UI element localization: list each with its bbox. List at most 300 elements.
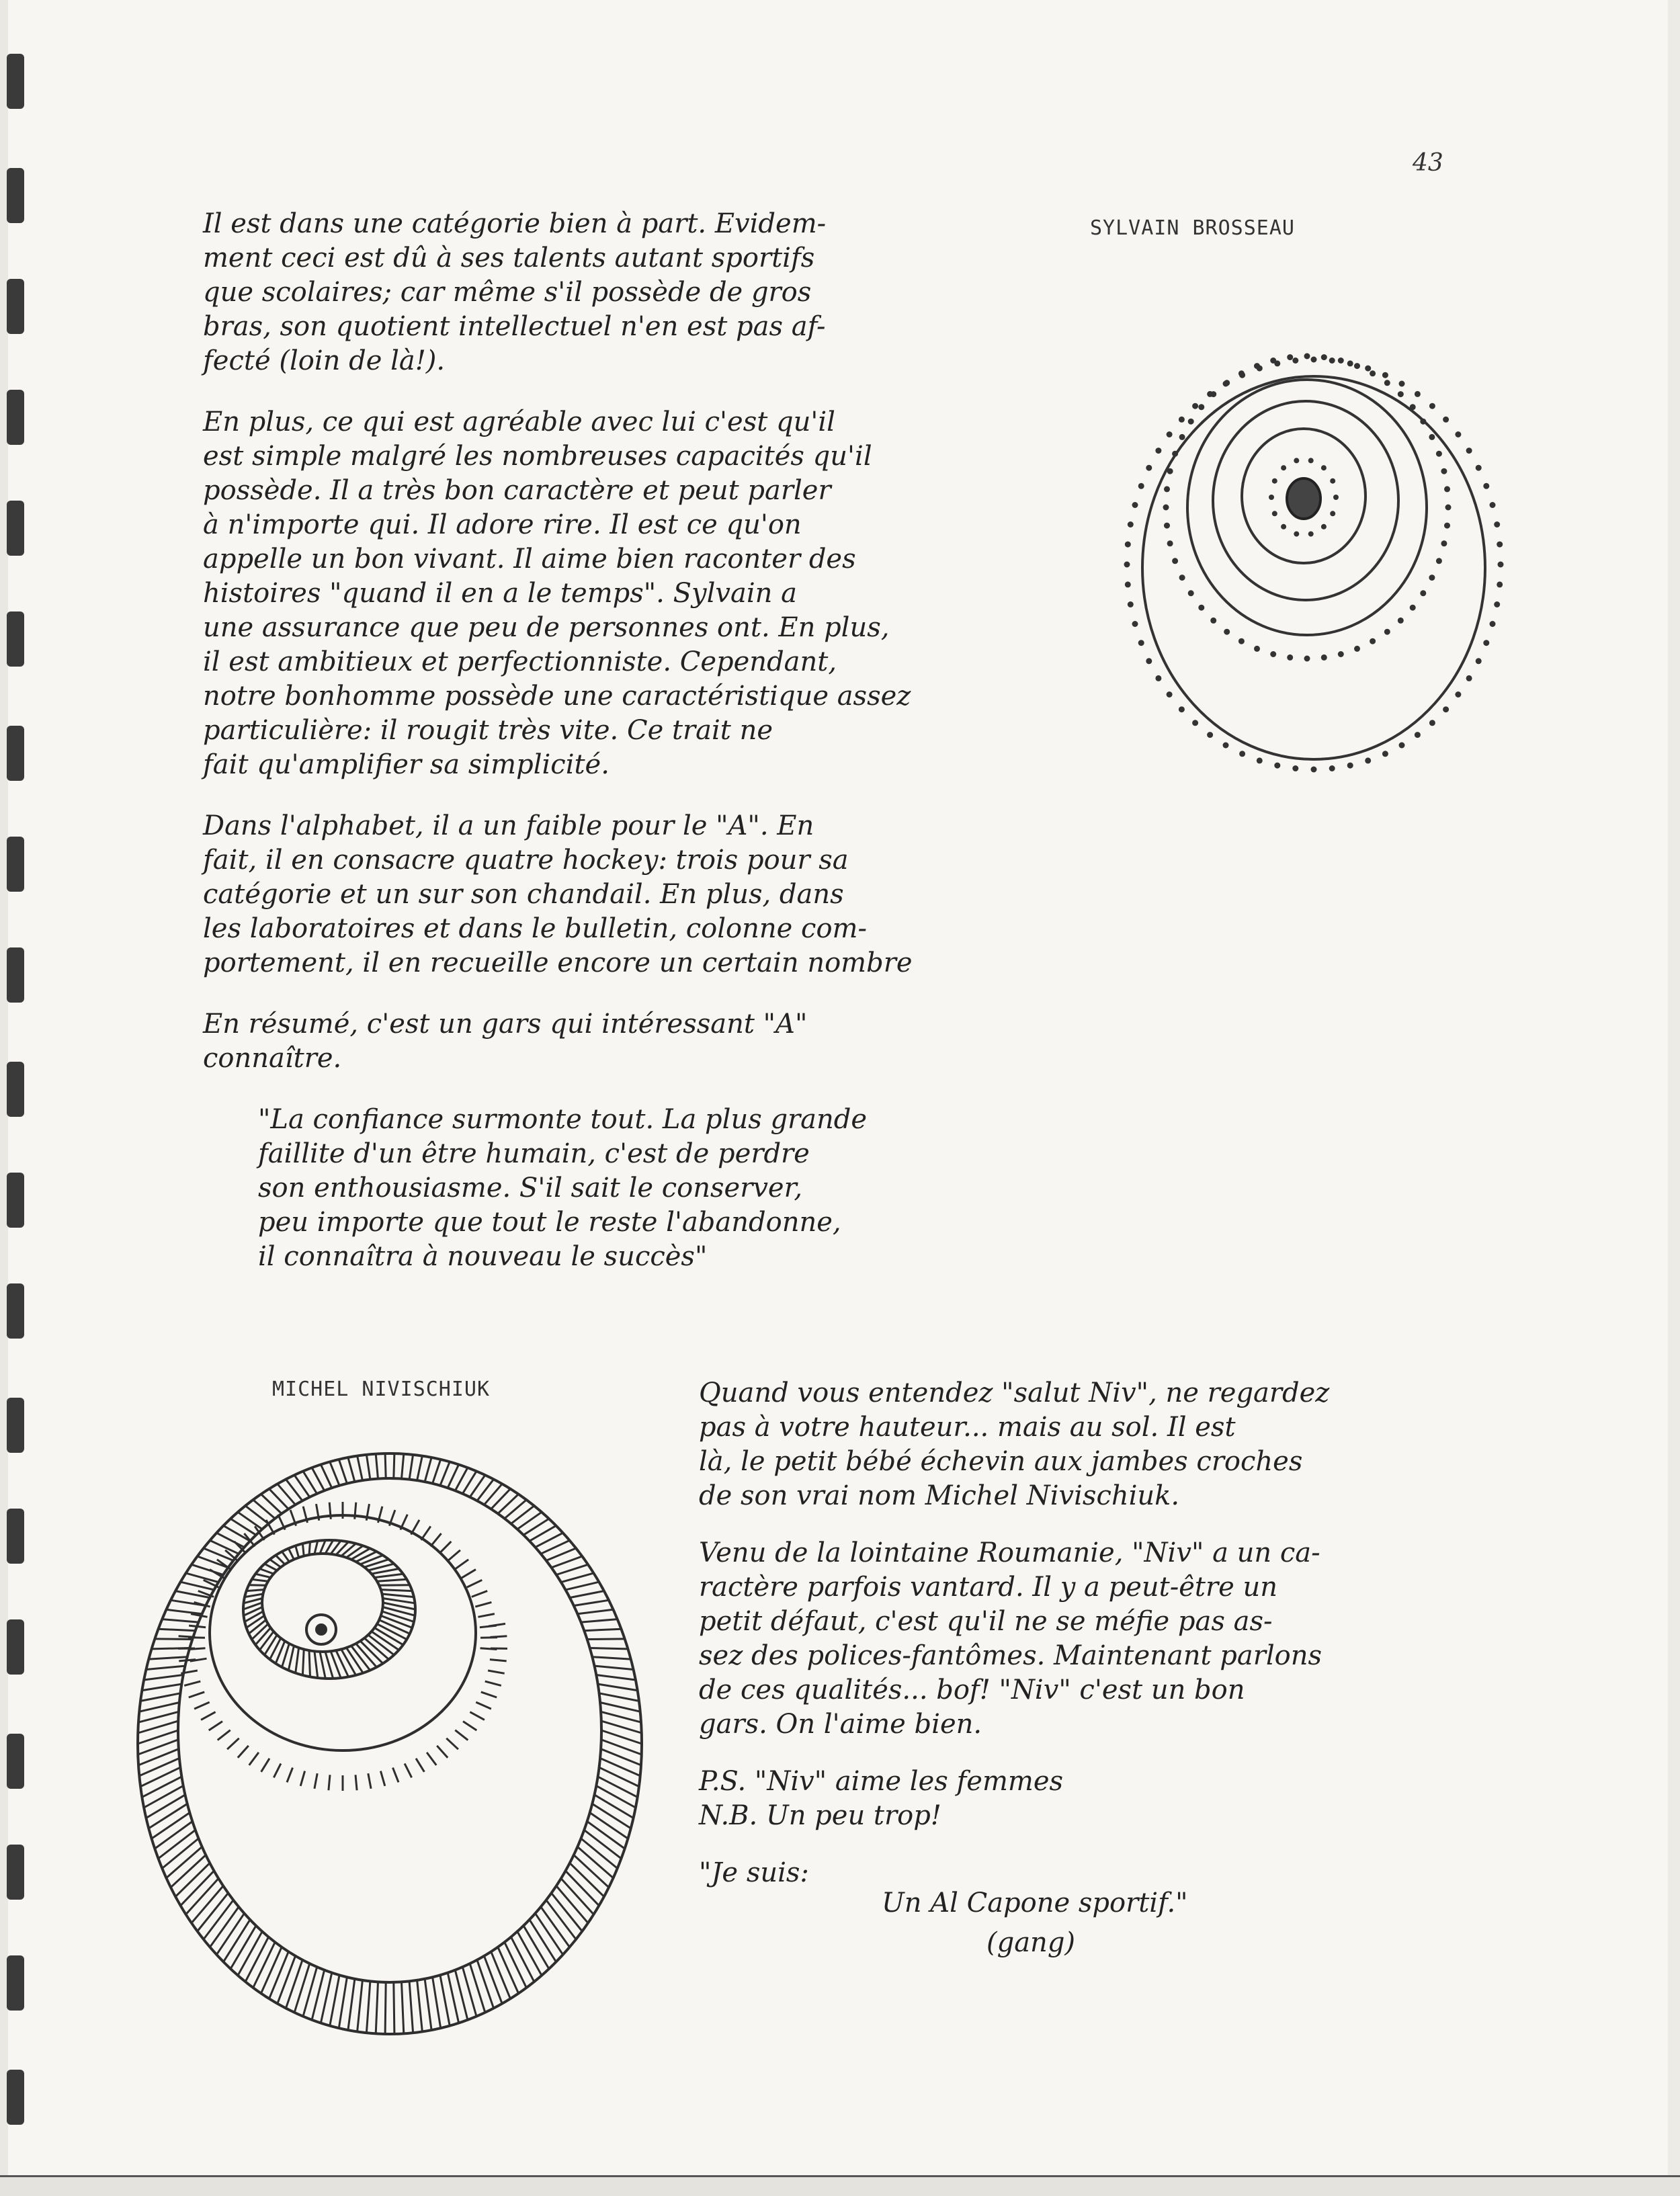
profile-2-paragraph: P.S. "Niv" aime les femmes N.B. Un peu trop! <box>699 1766 1064 1831</box>
dot <box>1192 403 1198 409</box>
hatch-line <box>376 1454 378 1479</box>
dot <box>1497 581 1503 587</box>
dot <box>1192 720 1198 726</box>
dot <box>1179 417 1185 423</box>
hatch-line <box>472 1591 487 1597</box>
hatch-line <box>309 1650 310 1677</box>
hatch-line <box>247 1590 265 1591</box>
hatch-line <box>294 1963 310 2013</box>
hatch-line <box>417 1980 423 2032</box>
hatch-line <box>139 1759 179 1776</box>
binder-hole <box>7 1734 24 1789</box>
hatch-line <box>446 1738 458 1749</box>
oval-outer-inner-edge <box>178 1478 601 1982</box>
hatch-line <box>561 1573 594 1582</box>
hatch-line <box>265 1635 278 1655</box>
hatch-line <box>601 1721 642 1733</box>
binder-hole <box>7 1398 24 1453</box>
dot <box>1125 542 1131 548</box>
hatch-line <box>595 1795 634 1818</box>
hatch-line <box>374 1574 403 1577</box>
hatch-line <box>425 1979 431 2030</box>
hatch-line <box>380 1771 384 1786</box>
hatch-line <box>300 1771 304 1786</box>
dot <box>1269 495 1274 500</box>
hatch-line <box>511 1937 534 1982</box>
hatch-line <box>598 1777 638 1798</box>
dot <box>1254 646 1260 652</box>
dot <box>1399 381 1405 387</box>
hatch-line <box>463 1722 476 1730</box>
hatch-line <box>599 1767 639 1786</box>
dot <box>1382 751 1388 757</box>
dot <box>1354 646 1360 652</box>
dot <box>1292 357 1298 364</box>
hatch-line <box>570 1591 604 1598</box>
hatch-line <box>149 1804 187 1828</box>
dot <box>1415 391 1421 397</box>
hatch-line <box>598 1684 638 1691</box>
dot <box>1281 524 1286 530</box>
hatch-line <box>142 1777 181 1798</box>
dot <box>1311 357 1317 363</box>
hatch-line <box>596 1786 636 1808</box>
dot <box>1270 651 1276 657</box>
hatch-line <box>167 1609 202 1613</box>
binder-hole <box>7 1845 24 1900</box>
dot <box>1172 558 1178 564</box>
hatch-line <box>314 1651 318 1678</box>
hatch-line <box>249 1752 259 1765</box>
dot <box>1476 658 1482 664</box>
hatch-line <box>249 1585 266 1586</box>
dot <box>1224 629 1230 635</box>
hatch-line <box>358 1456 363 1481</box>
dot <box>1399 743 1405 749</box>
dot <box>1198 404 1204 410</box>
hatch-line <box>296 1648 299 1673</box>
dot <box>1329 765 1335 771</box>
dot <box>1441 468 1447 474</box>
hatch-line <box>462 1570 476 1578</box>
dot <box>1274 763 1280 769</box>
dot <box>1429 720 1435 726</box>
dot <box>1329 357 1335 364</box>
hatch-line <box>238 1746 249 1758</box>
hatch-line <box>584 1629 621 1631</box>
dot <box>1304 656 1310 662</box>
hatch-line <box>244 1599 263 1603</box>
dot <box>1294 458 1299 463</box>
hatch-line <box>385 1453 386 1478</box>
dot <box>1308 532 1314 537</box>
hatch-line <box>259 1569 274 1574</box>
hatch-line <box>601 1712 641 1722</box>
hatch-line <box>140 1693 180 1701</box>
hatch-line <box>270 1560 281 1568</box>
hatch-line <box>505 1942 527 1988</box>
profile-1-paragraph: Il est dans une catégorie bien à part. Evidem- ment ceci est dû à ses talents autant sportifs que scolaires; car même s'il possède de gros bras, son quotient intellectuel n'en est pas af- fecté (loin de là!). <box>203 208 827 376</box>
dot <box>1132 502 1138 508</box>
hatch-line <box>155 1822 192 1849</box>
dot <box>1292 765 1298 771</box>
dot <box>1188 419 1194 425</box>
hatch-line <box>592 1804 630 1828</box>
hatch-line <box>481 1692 497 1697</box>
dot <box>1164 486 1170 492</box>
hatch-line <box>159 1629 196 1631</box>
profile-name-michel: MICHEL NIVISCHIUK <box>272 1378 491 1401</box>
binder-hole <box>7 168 24 223</box>
dot <box>1294 532 1299 537</box>
hatch-line <box>282 1552 290 1562</box>
hatch-line <box>146 1666 185 1669</box>
hatch-line <box>320 1540 325 1554</box>
oval-core-dot <box>317 1625 326 1634</box>
binder-hole <box>7 1062 24 1117</box>
hatch-line <box>405 1763 412 1777</box>
hatch-line <box>402 1454 404 1479</box>
dot <box>1311 767 1317 773</box>
hatch-line <box>368 1773 371 1789</box>
oval-inner <box>262 1554 383 1652</box>
hatch-line <box>138 1721 178 1733</box>
dot <box>1444 523 1450 529</box>
hatch-line <box>490 1660 507 1661</box>
dot <box>1443 706 1449 712</box>
binder-hole <box>7 1619 24 1675</box>
dot <box>1410 605 1416 611</box>
hatch-line <box>552 1556 583 1568</box>
hatch-line <box>425 1458 431 1482</box>
hatch-line <box>339 1977 347 2028</box>
dot <box>1333 495 1339 500</box>
binder-hole <box>7 501 24 556</box>
dot <box>1188 590 1194 596</box>
hatch-line <box>330 1975 339 2025</box>
dot <box>1138 640 1144 646</box>
dot <box>1287 354 1293 360</box>
binder-hole <box>7 1509 24 1564</box>
hatch-line <box>478 1614 495 1617</box>
hatch-line <box>577 1609 613 1613</box>
dot <box>1321 354 1327 360</box>
hatch-line <box>218 1730 230 1740</box>
hatch-line <box>382 1611 414 1621</box>
hatch-line <box>198 1556 228 1568</box>
concentric-hatched-ovals-drawing <box>121 1438 659 2043</box>
dot <box>1132 621 1138 627</box>
hatch-line <box>152 1813 190 1839</box>
binder-hole <box>7 279 24 334</box>
dot <box>1163 505 1169 511</box>
dot <box>1476 465 1482 471</box>
binder-hole <box>7 1173 24 1228</box>
hatch-line <box>476 1702 491 1709</box>
concentric-dotted-circles-drawing <box>1116 343 1512 800</box>
hatch-line <box>409 1981 413 2033</box>
binder-hole <box>7 726 24 781</box>
profile-2-paragraph: Venu de la lointaine Roumanie, "Niv" a un ca- ractère parfois vantard. Il y a peut-être un petit défaut, c'est qu'il ne se méfie pas as- sez des polices-fantômes. Maintenant parlons de ces qualités... bof! "Niv" c'est un bon gars. On l'aime bien. <box>699 1537 1322 1740</box>
dot <box>1167 691 1173 698</box>
hatch-line <box>341 1649 356 1675</box>
hatch-line <box>209 1722 222 1730</box>
binder-hole <box>7 837 24 892</box>
hatch-line <box>245 1937 268 1982</box>
hatch-line <box>288 1548 294 1559</box>
hatch-line <box>437 1746 448 1758</box>
hatch-line <box>139 1703 179 1712</box>
dot <box>1224 380 1230 386</box>
hatch-line <box>600 1703 640 1712</box>
hatch-line <box>138 1712 179 1722</box>
dot <box>1270 357 1276 364</box>
dot <box>1155 675 1161 681</box>
dot <box>1498 562 1504 568</box>
dot <box>1490 621 1496 627</box>
hatch-line <box>409 1455 413 1480</box>
dot <box>1466 675 1472 681</box>
dot <box>1382 372 1388 378</box>
dot <box>1155 448 1161 454</box>
dot <box>1429 434 1435 440</box>
dot <box>1167 540 1173 546</box>
hatch-line <box>314 1773 317 1789</box>
binder-hole <box>7 611 24 667</box>
hatch-line <box>302 1544 304 1556</box>
dot <box>1210 391 1216 397</box>
dot <box>1347 360 1353 366</box>
hatch-line <box>302 1649 304 1675</box>
dot <box>1238 370 1245 376</box>
profile-1-paragraph: En résumé, c'est un gars qui intéressant "A" connaître. <box>203 1009 808 1074</box>
dot <box>1239 751 1245 757</box>
hatch-line <box>159 1830 196 1859</box>
hatch-line <box>194 1702 210 1709</box>
hatch-line <box>574 1600 609 1605</box>
dot <box>1370 638 1376 644</box>
hatch-line <box>393 1768 399 1783</box>
hatch-line <box>366 1455 370 1480</box>
hatch-line <box>455 1730 468 1740</box>
outer-ring <box>1142 376 1485 759</box>
page-bottom-edge <box>0 2175 1680 2196</box>
hatch-line <box>590 1813 628 1839</box>
hatch-line <box>276 1556 285 1564</box>
signature-text: Un Al Capone sportif." <box>882 1888 1188 1918</box>
hatch-line <box>339 1460 347 1484</box>
hatch-line <box>517 1931 542 1975</box>
profile-1-quote: "La confiance surmonte tout. La plus grande faillite d'un être humain, c'est de perdre son enthousiasme. S'il sait le conserver, peu importe que tout le reste l'abandonne, il connaîtra à nouveau le succès" <box>258 1104 868 1272</box>
profile-2-text <box>699 1376 1492 1983</box>
dot <box>1125 581 1131 587</box>
hatch-line <box>592 1657 630 1659</box>
hatch-line <box>320 1652 325 1679</box>
hatch-line <box>245 1594 263 1597</box>
hatch-line <box>599 1693 639 1701</box>
dot <box>1321 654 1327 661</box>
hatch-line <box>341 1544 356 1556</box>
hatch-line <box>330 1462 339 1485</box>
hatch-line <box>475 1602 491 1607</box>
dot <box>1445 505 1452 511</box>
dot <box>1384 380 1390 386</box>
dot <box>1272 511 1277 516</box>
hatch-line <box>556 1564 588 1574</box>
dot <box>1146 658 1152 664</box>
hatch-line <box>184 1681 200 1685</box>
hatch-line <box>249 1620 266 1634</box>
hatch-line <box>383 1599 415 1603</box>
hatch-line <box>144 1675 183 1681</box>
dot <box>1384 629 1390 635</box>
dot <box>1179 706 1185 712</box>
dot <box>1483 640 1489 646</box>
hatch-line <box>265 1564 278 1570</box>
hatch-line <box>385 1982 386 2034</box>
hatch-line <box>314 1541 318 1554</box>
dot <box>1455 431 1461 437</box>
dot <box>1321 524 1327 530</box>
hatch-line <box>356 1552 377 1562</box>
hatch-line <box>440 1975 450 2025</box>
signature-note: (gang) <box>986 1927 1076 1958</box>
hatch-line <box>590 1648 628 1649</box>
hatch-line <box>252 1624 268 1640</box>
dot <box>1304 353 1310 360</box>
dot <box>1287 654 1293 661</box>
hatch-line <box>227 1738 239 1749</box>
hatch-line <box>287 1768 293 1783</box>
hatch-line <box>484 1956 502 2004</box>
hatch-line <box>140 1767 180 1786</box>
hatch-line <box>470 1712 485 1720</box>
dot <box>1347 763 1353 769</box>
hatch-line <box>358 1980 363 2032</box>
hatch-line <box>584 1830 621 1859</box>
dot <box>1338 357 1344 364</box>
hatch-line <box>155 1639 192 1640</box>
dot <box>1138 483 1144 489</box>
hatch-line <box>255 1628 271 1644</box>
hatch-line <box>261 1947 282 1993</box>
hatch-line <box>379 1585 410 1586</box>
hatch-line <box>498 1947 519 1993</box>
hatch-line <box>366 1981 370 2033</box>
profile-1-paragraph: Dans l'alphabet, il a un faible pour le "A". En fait, il en consacre quatre hockey: trois pour sa catégorie et un sur son chandail. En plus, dans les laboratoires et dans le bulletin, colonne com- portement, il en recueille encore un certain nombre <box>203 810 913 978</box>
hatch-line <box>189 1692 204 1697</box>
dot <box>1443 417 1449 423</box>
hatch-line <box>417 1456 423 1481</box>
hatch-line <box>382 1594 414 1597</box>
dot <box>1198 605 1204 611</box>
center-dot <box>1287 478 1320 519</box>
dot <box>1308 458 1314 463</box>
hatch-line <box>144 1786 183 1808</box>
binder-hole <box>7 1283 24 1339</box>
dot <box>1466 448 1472 454</box>
dot <box>1494 601 1500 607</box>
dot <box>1365 366 1371 372</box>
hatch-line <box>505 1500 527 1519</box>
dot <box>1223 743 1229 749</box>
hatch-line <box>346 1546 363 1558</box>
hatch-line <box>278 1956 296 2004</box>
hatch-line <box>600 1759 640 1776</box>
dot <box>1483 483 1489 489</box>
hatch-line <box>381 1590 413 1591</box>
hatch-line <box>376 1982 378 2033</box>
hatch-line <box>296 1546 299 1558</box>
dot <box>1444 486 1450 492</box>
hatch-line <box>269 1951 289 1998</box>
hatch-line <box>433 1460 441 1484</box>
dot <box>1415 732 1421 738</box>
dot <box>1436 558 1442 564</box>
dot <box>1238 638 1245 644</box>
profile-name-sylvain: SYLVAIN BROSSEAU <box>1090 216 1295 240</box>
hatch-line <box>416 1759 424 1772</box>
hatch-line <box>427 1752 436 1765</box>
dot <box>1441 540 1447 546</box>
hatch-line <box>162 1619 198 1623</box>
dot <box>1370 370 1376 376</box>
dot <box>1321 465 1327 470</box>
dot <box>1429 575 1435 581</box>
hatch-line <box>329 1775 330 1790</box>
hatch-line <box>348 1458 355 1482</box>
hatch-line <box>448 1550 460 1561</box>
hatch-line <box>149 1657 187 1659</box>
hatch-line <box>253 1942 276 1988</box>
binder-hole <box>7 2070 24 2125</box>
hatch-line <box>252 1579 268 1581</box>
hatch-line <box>467 1580 482 1587</box>
hatch-line <box>274 1763 281 1777</box>
profile-2-paragraph: Quand vous entendez "salut Niv", ne regardez pas à votre hauteur... mais au sol. Il est là, le petit bébé échevin aux jambes croches de son vrai nom Michel Nivischiuk. <box>699 1378 1330 1511</box>
hatch-line <box>402 1982 404 2033</box>
hatch-line <box>470 1963 485 2013</box>
hatch-line <box>581 1619 618 1623</box>
binder-hole <box>7 390 24 445</box>
signature-lead: "Je suis: <box>699 1857 809 1888</box>
dot <box>1330 511 1335 516</box>
hatch-line <box>348 1979 355 2030</box>
hatch-line <box>448 1465 458 1488</box>
dot <box>1167 431 1173 437</box>
dot <box>1330 478 1335 484</box>
hatch-line <box>321 1465 331 1488</box>
hatch-line <box>192 1564 223 1574</box>
hatch-line <box>433 1977 441 2028</box>
hatch-line <box>489 1623 505 1626</box>
hatch-line <box>377 1579 407 1581</box>
hatch-line <box>351 1548 370 1559</box>
binder-hole <box>7 54 24 109</box>
hatch-line <box>587 1639 625 1640</box>
hatch-line <box>146 1795 185 1818</box>
hatch-line <box>566 1582 599 1590</box>
hatch-line <box>142 1684 181 1691</box>
hatch-line <box>201 1712 216 1720</box>
dot <box>1497 542 1503 548</box>
binder-hole <box>7 1955 24 2011</box>
hatch-line <box>355 1775 357 1790</box>
hatch-line <box>491 1951 511 1998</box>
dot <box>1398 618 1404 624</box>
hatch-line <box>596 1675 636 1681</box>
hatch-line <box>286 1960 302 2009</box>
